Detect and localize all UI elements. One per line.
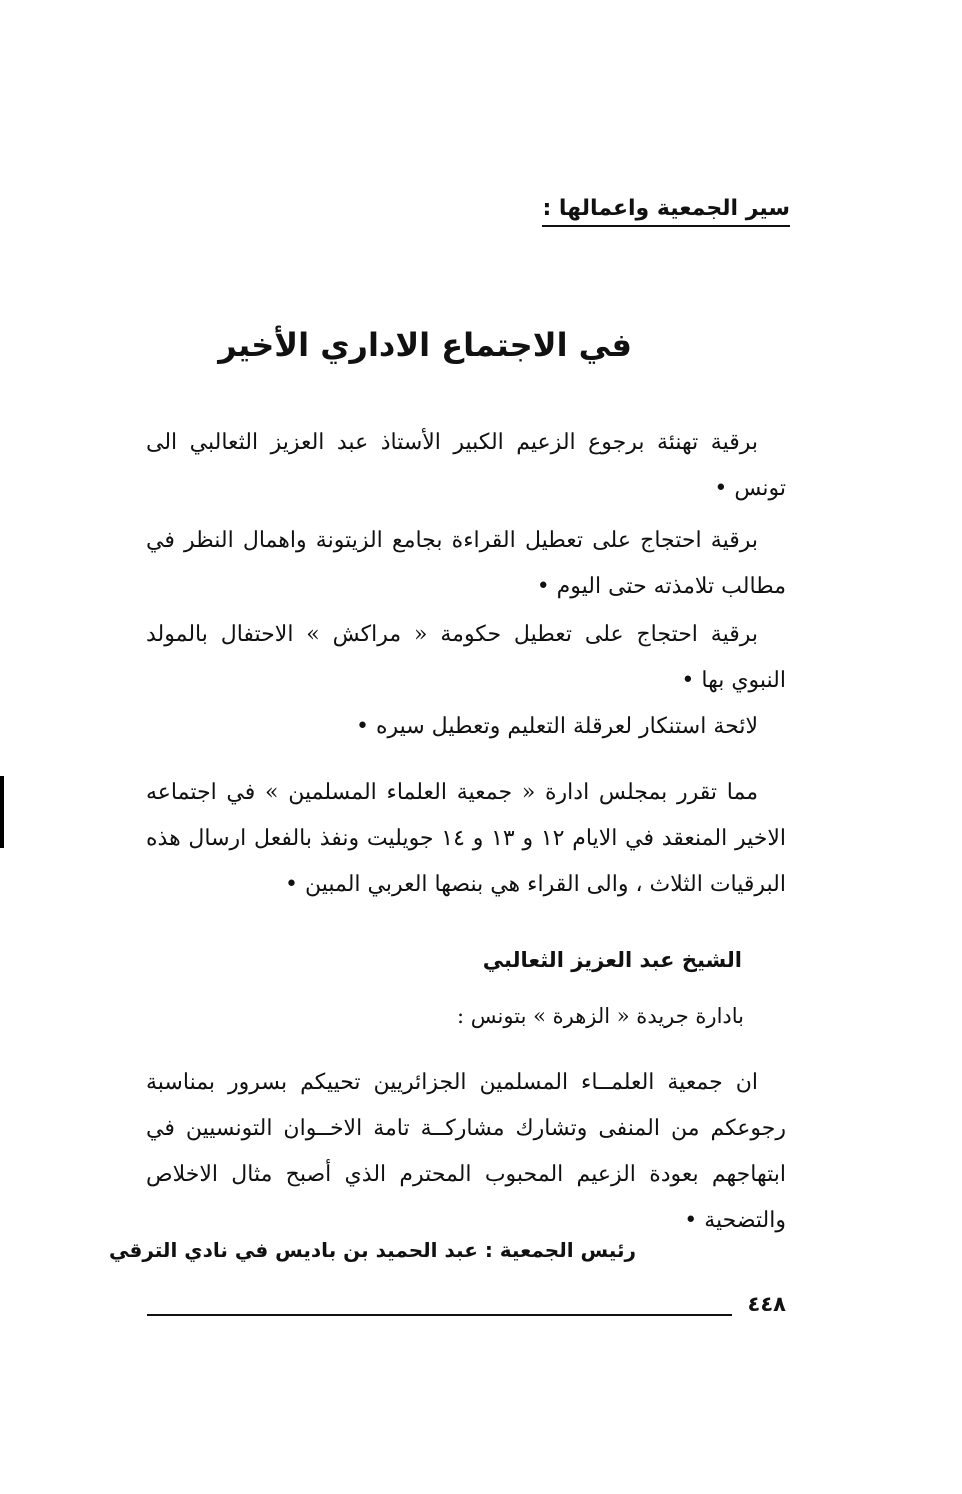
- telegram-zaytuna-protest-item: برقية احتجاج على تعطيل القراءة بجامع الزيتونة واهمال النظر في مطالب تلامذته حتى اليوم •: [146, 528, 786, 599]
- page-title: في الاجتماع الاداري الأخير: [218, 326, 632, 364]
- council-decision-paragraph: مما تقرر بمجلس ادارة « جمعية العلماء المسلمين » في اجتماعه الاخير المنعقد في الايام ١٢ و ١٣ و ١٤ جويليت ونفذ بالفعل ارسال هذه البرقيات الثلاث ، والى القراء هي بنصها العربي المبين •: [146, 780, 786, 897]
- telegram-congratulation-item: برقية تهنئة برجوع الزعيم الكبير الأستاذ عبد العزيز الثعالبي الى تونس •: [146, 430, 786, 501]
- telegram-recipient: الشيخ عبد العزيز الثعالبي: [482, 948, 742, 972]
- scan-margin-mark: [0, 776, 4, 848]
- section-header: سير الجمعية واعمالها :: [542, 196, 790, 227]
- footer-rule: [147, 1314, 732, 1316]
- telegram-marrakesh-protest-item: برقية احتجاج على تعطيل حكومة « مراكش » الاحتفال بالمولد النبوي بها •: [146, 622, 786, 693]
- telegram-address: بادارة جريدة « الزهرة » بتونس :: [457, 1004, 744, 1028]
- page-number: ٤٤٨: [747, 1292, 786, 1316]
- telegram-signature: رئيس الجمعية : عبد الحميد بن باديس في نادي الترقي: [109, 1238, 636, 1262]
- education-motion-item: لائحة استنكار لعرقلة التعليم وتعطيل سيره •: [355, 714, 758, 739]
- telegram-message: ان جمعية العلمــاء المسلمين الجزائريين تحييكم بسرور بمناسبة رجوعكم من المنفى وتشارك مشاركــة تامة الاخــوان التونسيين في ابتهاجهم بعودة الزعيم المحبوب المحترم الذي أصبح مثال الاخلاص والتضحية •: [146, 1070, 786, 1233]
